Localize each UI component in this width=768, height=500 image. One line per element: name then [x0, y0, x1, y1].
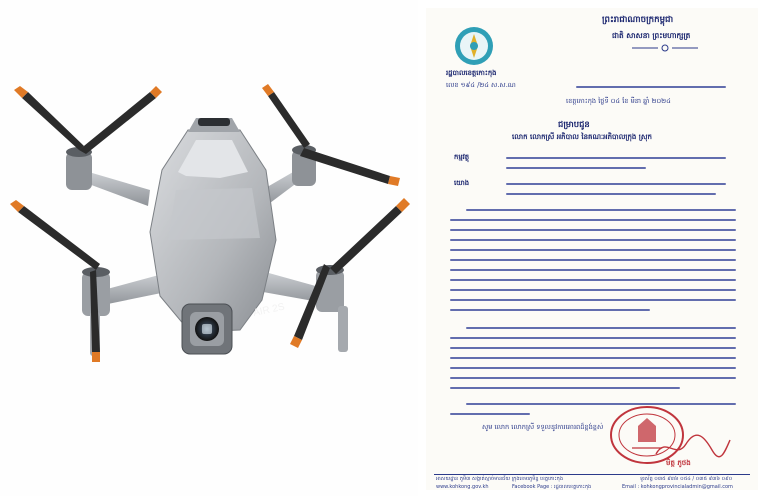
- drone-body: [150, 118, 276, 332]
- date-line: ខេត្តកោះកុង ថ្ងៃទី ០៤ ខែ មីនា ឆ្នាំ ២០២៤: [566, 97, 671, 105]
- gimbal-camera: [182, 304, 232, 354]
- reference-number: លេខ ១៩៤ /២៤ ស.ស.ណ: [446, 81, 516, 89]
- footer-facebook: Facebook Page : រដ្ឋបាលខេត្តកោះកុង: [512, 484, 592, 490]
- document-title: ជម្រាបជូន: [558, 119, 590, 129]
- signature-caption: មិត្ត ភូថង: [666, 459, 691, 467]
- signature: [652, 432, 732, 462]
- footer-address: អាសយដ្ឋាន ភូមិ៣ សង្កាត់ស្មាច់មានជ័យ ក្រុងខេមរភូមិន្ទ ខេត្តកោះកុង: [436, 476, 563, 482]
- kingdom-motto: ជាតិ សាសនា ព្រះមហាក្សត្រ: [612, 31, 691, 40]
- official-letter: [426, 8, 758, 490]
- motto-ornament: [630, 44, 700, 52]
- model-marking: AIR 2S: [252, 301, 286, 319]
- footer-email: Email : kohkongprovincialadmin@gmail.com: [622, 484, 733, 490]
- closing-line: សូម លោក លោកស្រី ទទួលនូវការគោរពដ៏ខ្ពង់ខ្ពស់: [482, 423, 604, 431]
- authority-name: រដ្ឋបាលខេត្តកោះកុង: [446, 69, 497, 77]
- provincial-emblem: [454, 26, 494, 66]
- reference-label: យោង: [454, 179, 470, 187]
- document-panel: [418, 0, 768, 496]
- kingdom-header: ព្រះរាជាណាចក្រកម្ពុជា: [602, 15, 674, 25]
- footer-website: www.kohkong.gov.kh: [436, 484, 489, 490]
- footer-phone: ទូរស័ព្ទ ០៣៥ ៩៣៦ ០៥៤ / ០៣៥ ៩៣៦ ០៩០: [640, 476, 733, 482]
- recipient-line: លោក លោកស្រី អភិបាល នៃគណៈអភិបាលក្រុង ស្រុក: [512, 133, 652, 141]
- subject-label: កម្មវត្ថុ: [454, 153, 470, 161]
